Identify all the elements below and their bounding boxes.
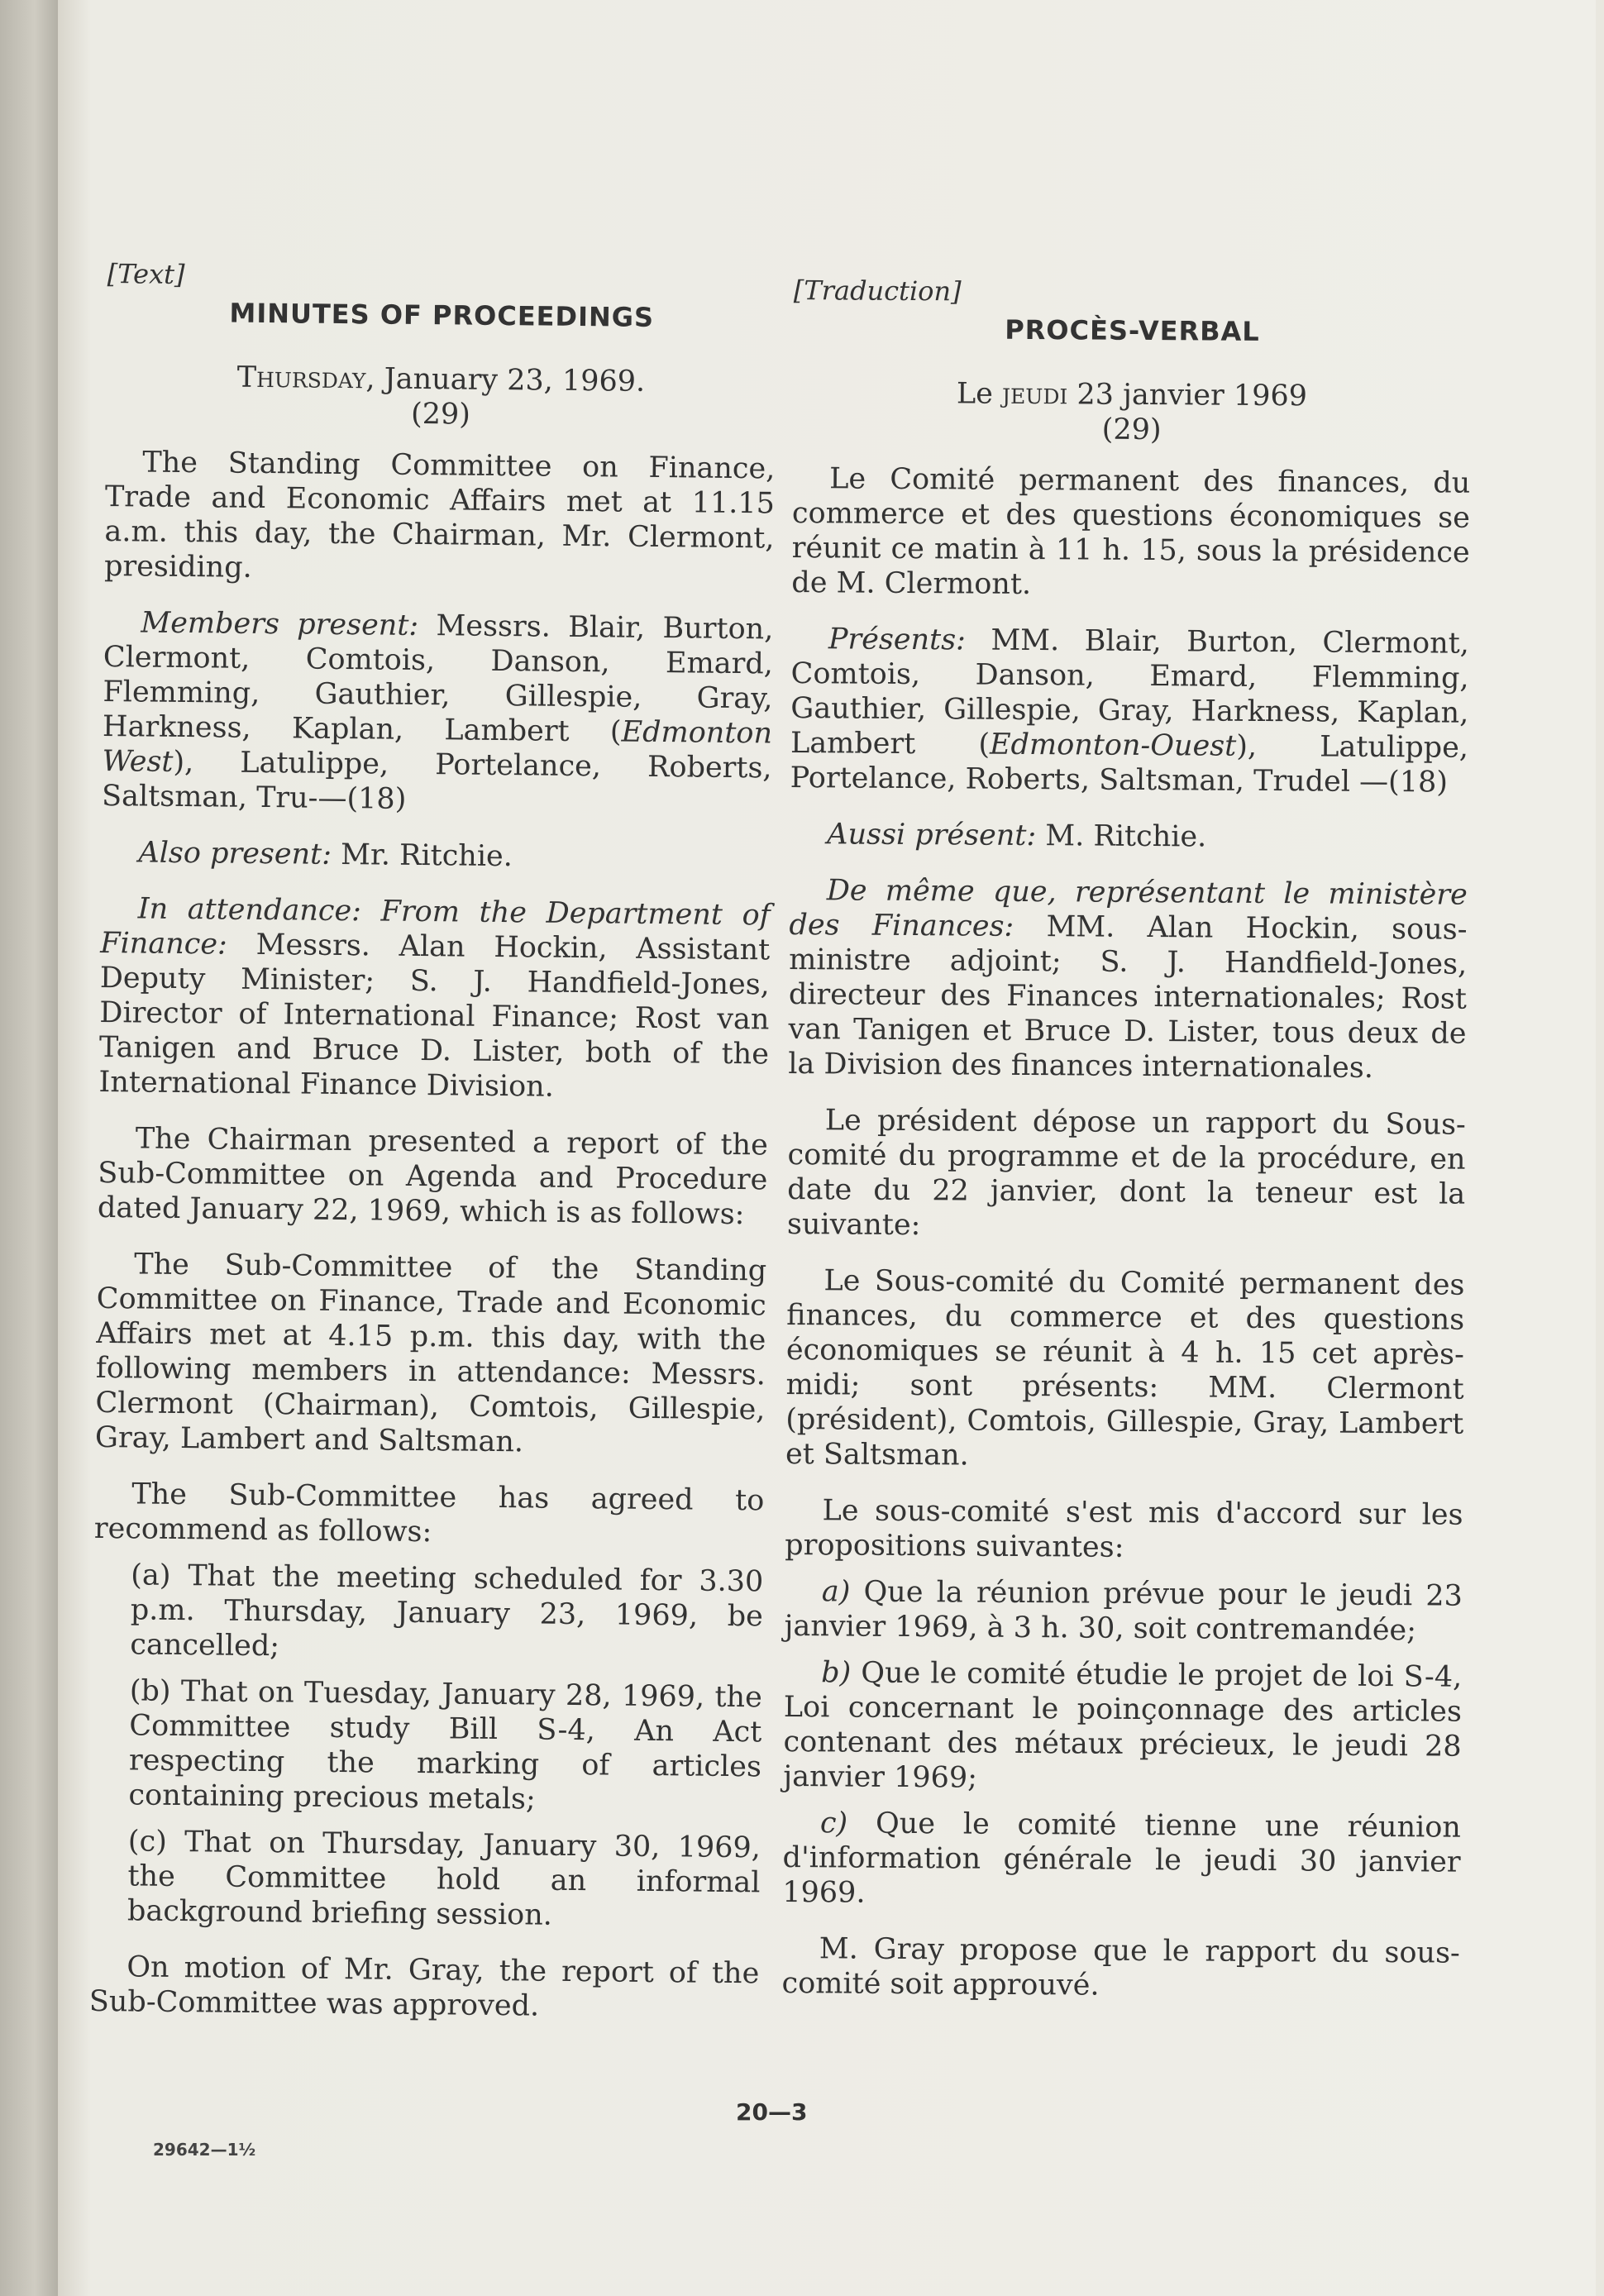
members-present: [102, 605, 774, 820]
recommendation-a-fr: [784, 1574, 1463, 1649]
motion-paragraph-fr: M. Gray propose que le rapport du sous-comité soit approuvé.: [781, 1932, 1460, 2002]
recommendation-b: (b) That on Tuesday, January 28, 1969, the Committee study Bill S-4, An Act respecting the marking of articles containing precious metals;: [128, 1674, 762, 1816]
recommendation-b-fr: [783, 1655, 1462, 1799]
in-attendance-fr: [788, 873, 1468, 1086]
also-text-fr: M. Ritchie.: [1036, 819, 1207, 854]
item-b-label: b): [821, 1656, 852, 1690]
also-label: Also present:: [138, 836, 332, 871]
proces-verbal-heading: PROCÈS-VERBAL: [1005, 313, 1260, 347]
item-a-label: a): [821, 1575, 851, 1609]
book-spine: [0, 0, 58, 2296]
members-list-rest-fr: ), Latulippe, Portelance, Roberts, Saltsman, Trudel —(18): [790, 729, 1469, 800]
attendance-text-fr: MM. Alan Hockin, sous-ministre adjoint; S. J. Handfield-Jones, directeur des Finances internationales; Rost van Tanigen et Bruce D. Lister, tous deux de la Division des finances internationales.: [788, 909, 1468, 1085]
item-c-text: Que le comité tienne une réunion d'information générale le jeudi 30 janvier 1969.: [782, 1807, 1462, 1910]
item-b-text: Que le comité étudie le projet de loi S-4, Loi concernant le poinçonnage des articles contenant des métaux précieux, le jeudi 28 janvier 1969;: [783, 1656, 1463, 1795]
members-label: Members present:: [141, 606, 419, 642]
in-attendance: [98, 891, 771, 1106]
minutes-heading: MINUTES OF PROCEEDINGS: [229, 297, 655, 333]
report-paragraph: The Chairman presented a report of the Sub-Committee on Agenda and Procedure dated January 22, 1969, which is as follows:: [97, 1122, 768, 1232]
report-paragraph-fr: Le président dépose un rapport du Sous-comité du programme et de la procédure, en date du 22 janvier, dont la teneur est la suivante:: [786, 1104, 1466, 1243]
subcommittee-paragraph-fr: Le Sous-comité du Comité permanent des finances, du commerce et des questions économiques se réunit à 4 h. 15 cet après-midi; sont présents: MM. Clermont (président), Comtois, Gillespie, Gray, Lambert et Saltsman.: [785, 1264, 1465, 1473]
also-label-fr: Aussi présent:: [827, 818, 1037, 853]
opening-paragraph-fr: Le Comité permanent des finances, du commerce et des questions économiques se réunit ce matin à 11 h. 15, sous la présidence de M. Clermont.: [791, 462, 1471, 602]
members-list-rest: ), Latulippe, Portelance, Roberts, Saltsman, Tru-—(18): [101, 745, 772, 816]
members-present-fr: [790, 622, 1469, 800]
riding: Edmonton West: [102, 715, 773, 779]
agreed-paragraph: The Sub-Committee has agreed to recommend as follows:: [93, 1477, 765, 1549]
sitting-number-fr: (29): [1101, 413, 1162, 447]
weekday: Thursday: [236, 360, 366, 396]
attendance-text: Messrs. Alan Hockin, Assistant Deputy Minister; S. J. Handfield-Jones, Director of International Finance; Rost van Tanigen and Bruce D. Lister, both of the International Finance Division.: [98, 928, 771, 1104]
recommendation-c-fr: [782, 1806, 1461, 1915]
also-present: [101, 835, 771, 876]
page-number: 20—3: [736, 2098, 808, 2126]
date: , January 23, 1969.: [365, 362, 646, 399]
sitting-number: (29): [410, 397, 471, 432]
recommendation-a: (a) That the meeting scheduled for 3.30 p.m. Thursday, January 23, 1969, be cancelled;: [130, 1559, 764, 1664]
opening-paragraph: The Standing Committee on Finance, Trade and Economic Affairs met at 11.15 a.m. this day, the Chairman, Mr. Clermont, presiding.: [103, 446, 776, 585]
attendance-label-fr: De même que, représentant le ministère des Finances:: [789, 874, 1468, 943]
date-prefix: Le: [956, 377, 1003, 411]
item-a-text: Que la réunion prévue pour le jeudi 23 janvier 1969, à 3 h. 30, soit contremandée;: [784, 1575, 1463, 1648]
recommendation-c: (c) That on Thursday, January 30, 1969, the Committee hold an informal background briefing session.: [127, 1825, 761, 1932]
meeting-date-fr: [793, 375, 1471, 415]
date-fr: 23 janvier 1969: [1067, 378, 1308, 413]
traduction-tag: [Traduction]: [793, 274, 962, 308]
members-list: Messrs. Blair, Burton, Clermont, Comtois, Danson, Emard, Flemming, Gauthier, Gillespie, Gray, Harkness, Kaplan, Lambert (: [102, 609, 774, 749]
french-column: [781, 273, 1472, 2027]
item-c-label: c): [819, 1807, 848, 1840]
members-label-fr: Présents:: [828, 623, 967, 657]
members-list-fr: MM. Blair, Burton, Clermont, Comtois, Danson, Emard, Flemming, Gauthier, Gillespie, Gray, Harkness, Kaplan, Lambert (: [790, 623, 1470, 761]
attendance-label: In attendance: From the Department of Finance:: [100, 892, 771, 962]
english-column: [88, 256, 777, 2047]
print-code: 29642—1½: [153, 2140, 256, 2160]
riding-fr: Edmonton-Ouest: [989, 728, 1237, 763]
weekday-fr: jeudi: [1001, 377, 1068, 412]
also-present-fr: [790, 817, 1468, 857]
agreed-paragraph-fr: Le sous-comité s'est mis d'accord sur les propositions suivantes:: [785, 1494, 1463, 1564]
text-tag: [Text]: [107, 257, 185, 290]
subcommittee-paragraph: The Sub-Committee of the Standing Committee on Finance, Trade and Economic Affairs met at 4.15 p.m. this day, with the following members in attendance: Messrs. Clermont (Chairman), Comtois, Gillespie, Gray, Lambert and Saltsman.: [94, 1248, 767, 1459]
also-text: Mr. Ritchie.: [331, 838, 513, 874]
motion-paragraph: On motion of Mr. Gray, the report of the Sub-Committee was approved.: [88, 1950, 760, 2023]
